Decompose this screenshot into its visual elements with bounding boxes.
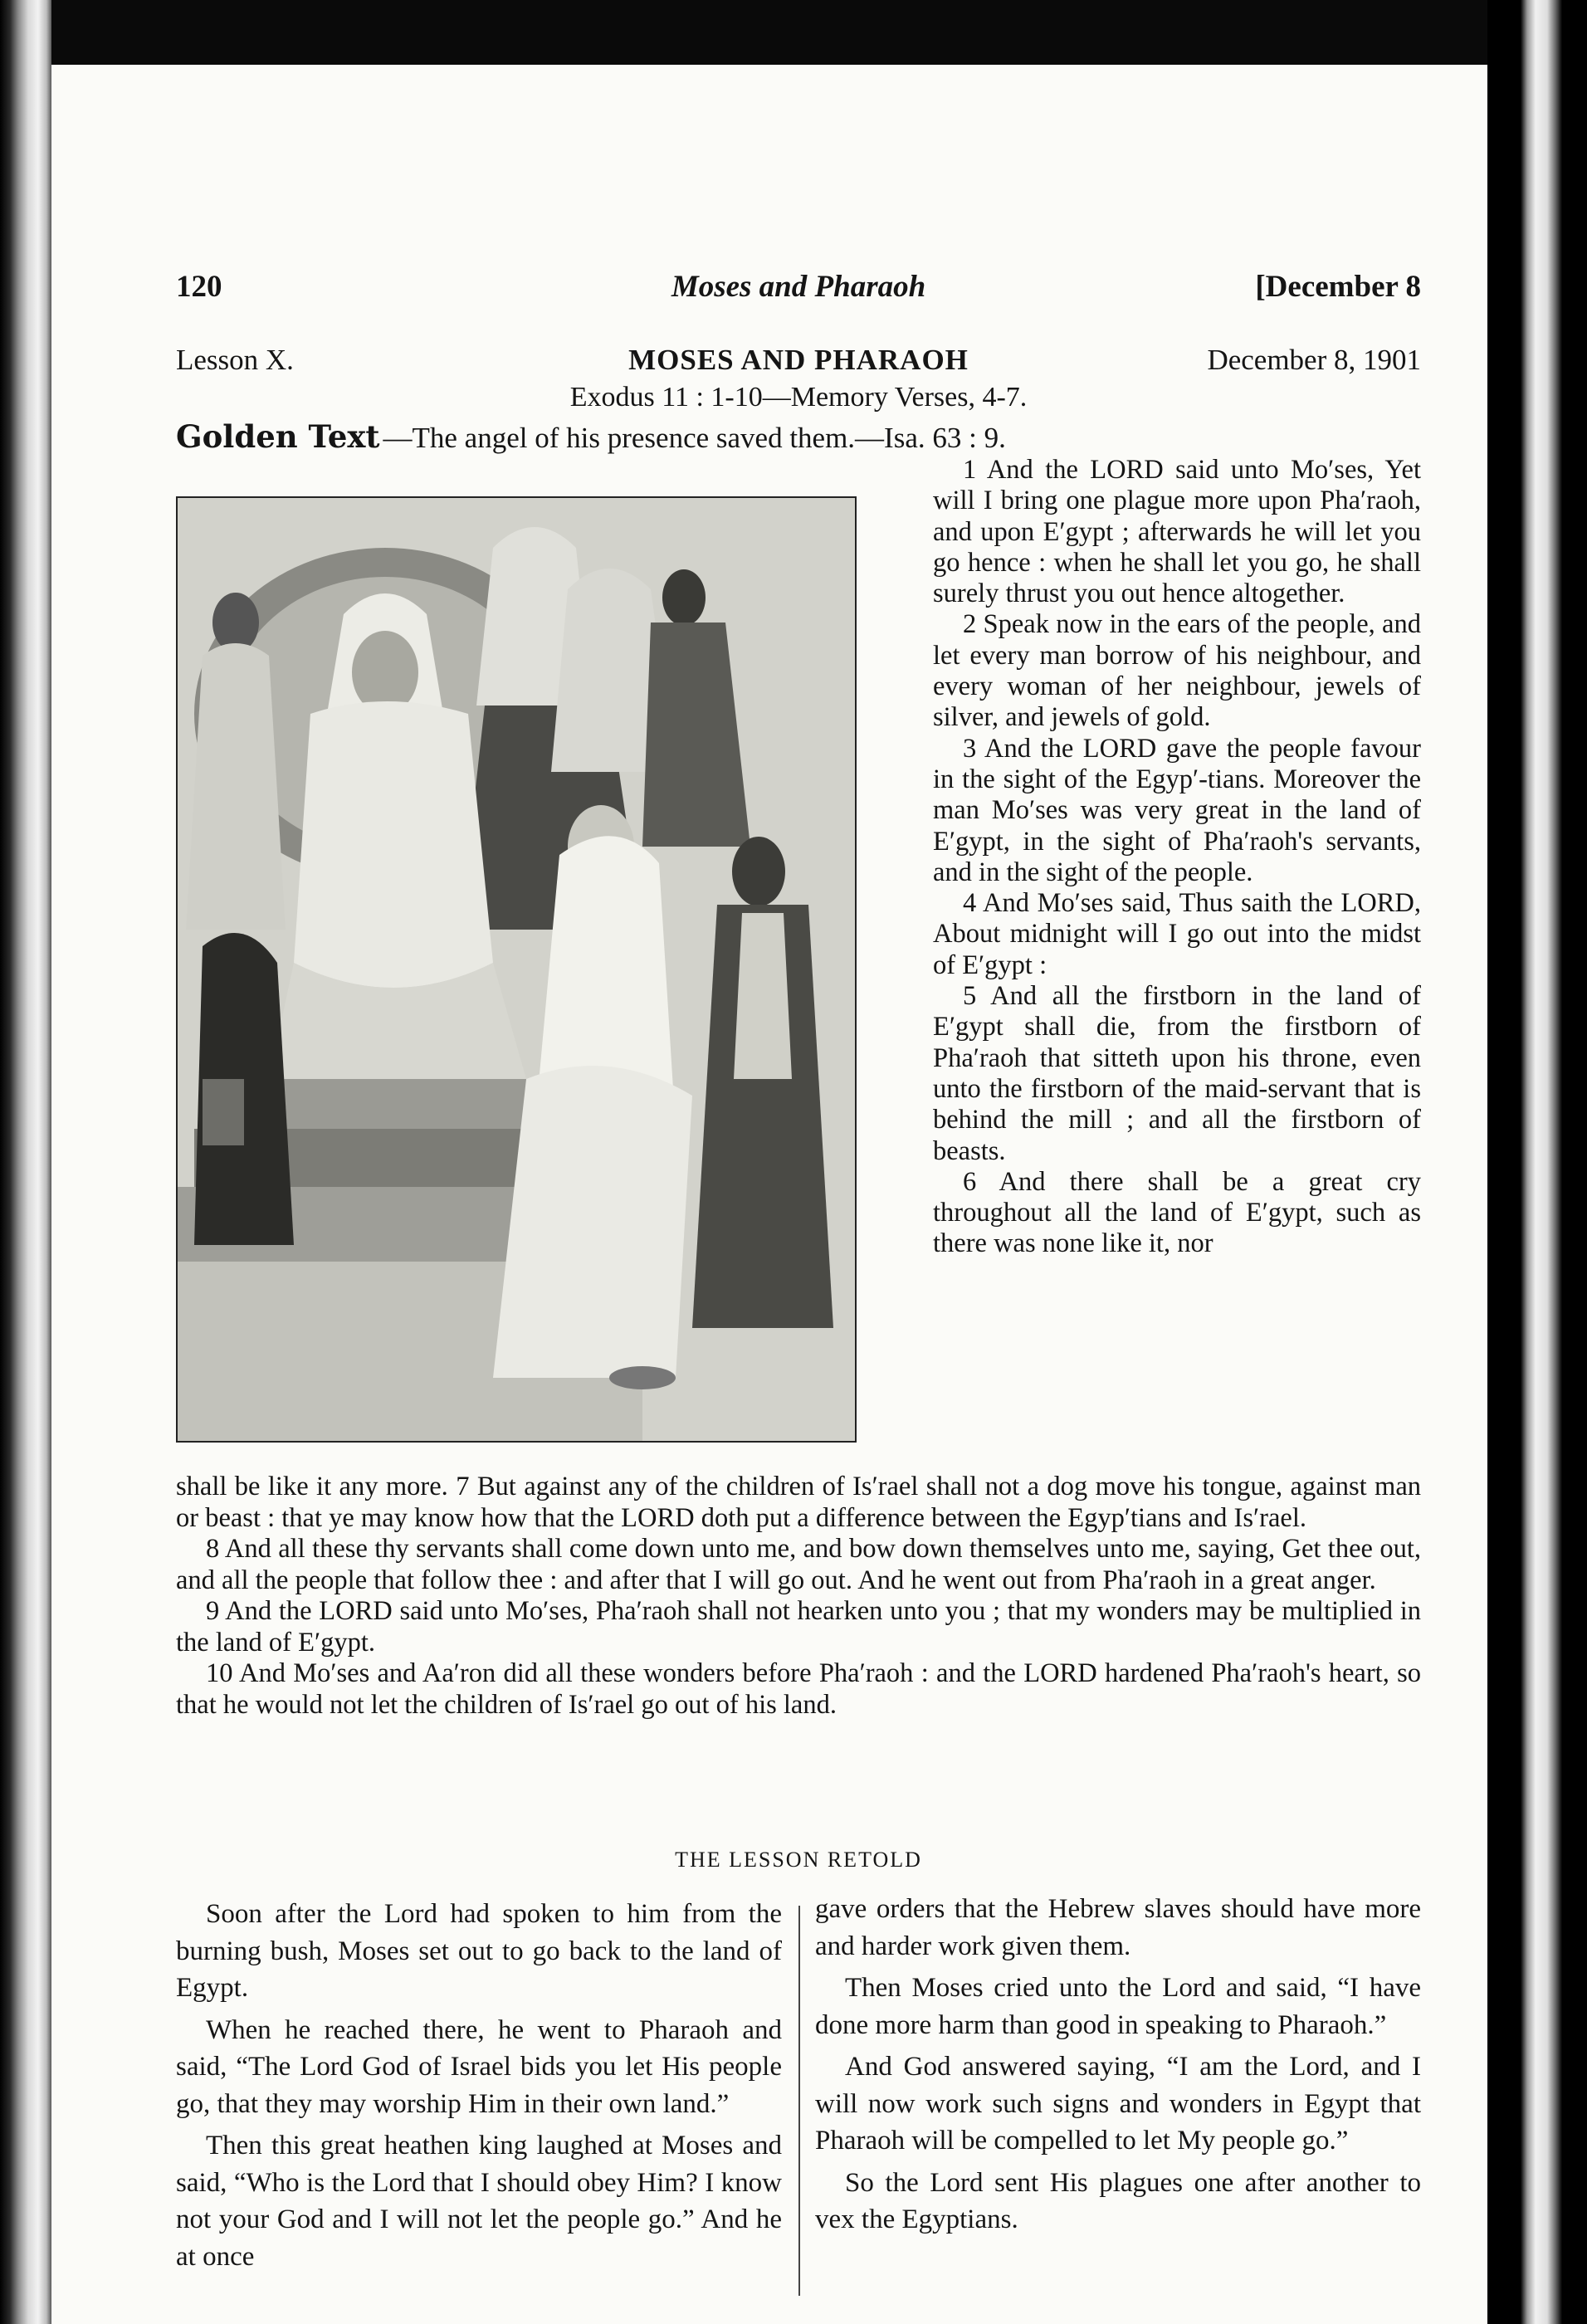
verse-8: 8 And all these thy servants shall come down unto me, and bow down themselves unto me, saying, Get thee out, and all the people that follow thee : and after that I will go out. And he went out from Pha′raoh in a great anger. [176, 1534, 1421, 1595]
golden-text-label: Golden Text [176, 418, 380, 455]
lesson-number: Lesson X. [176, 344, 294, 376]
golden-text [176, 418, 1421, 455]
retold-paragraph: gave orders that the Hebrew slaves should have more and harder work given them. [815, 1894, 1421, 1961]
retold-column-left [176, 1896, 782, 2280]
lesson-retold-heading: THE LESSON RETOLD [675, 1848, 922, 1872]
page-number: 120 [176, 270, 222, 304]
book-page [51, 65, 1487, 2324]
column-divider [798, 1906, 800, 2296]
illustration-moses-before-pharaoh [176, 496, 857, 1443]
verse-5: 5 And all the firstborn in the land of E′gypt shall die, from the firstborn of Pha′raoh that sitteth upon his throne, even unto the firstborn of the maid-servant that is behind the mill ; and all the firstborn of beasts. [933, 981, 1421, 1166]
golden-text-body: —The angel of his presence saved them.—Isa. 63 : 9. [383, 422, 1006, 454]
verse-10: 10 And Mo′ses and Aa′ron did all these wonders before Pha′raoh : and the LORD hardened Pha′raoh's heart, so that he would not let the children of Is′rael go out of his land. [176, 1658, 1421, 1720]
scripture-reference: Exodus 11 : 1-10—Memory Verses, 4-7. [569, 382, 1028, 413]
running-head [176, 269, 1421, 310]
running-head-title: Moses and Pharaoh [671, 270, 926, 304]
retold-paragraph: Then Moses cried unto the Lord and said, “I have done more harm than good in speaking to Pharaoh.” [815, 1973, 1421, 2040]
retold-paragraph: Soon after the Lord had spoken to him from the burning bush, Moses set out to go back to the land of Egypt. [176, 1899, 782, 2003]
verse-1: 1 And the LORD said unto Mo′ses, Yet will I bring one plague more upon Pha′raoh, and upon E′gypt ; afterwards he will let you go hence : when he shall let you go, he shall surely thrust you out hence altogether. [933, 455, 1421, 609]
retold-paragraph: When he reached there, he went to Pharaoh and said, “The Lord God of Israel bids you let His people go, that they may worship Him in their own land.” [176, 2014, 782, 2119]
lesson-title: MOSES AND PHARAOH [628, 344, 969, 376]
verses-column-right [933, 455, 1421, 1260]
verse-6-7: shall be like it any more. 7 But against any of the children of Is′rael shall not a dog move his tongue, against man or beast : that ye may know how that the LORD doth put a difference between the Egyp′tians and Is′rael. [176, 1472, 1421, 1533]
retold-paragraph: And God answered saying, “I am the Lord, and I will now work such signs and wonders in Egypt that Pharaoh will be compelled to let My people go.” [815, 2052, 1421, 2156]
verse-9: 9 And the LORD said unto Mo′ses, Pha′raoh shall not hearken unto you ; that my wonders may be multiplied in the land of E′gypt. [176, 1596, 1421, 1658]
retold-paragraph: Then this great heathen king laughed at Moses and said, “Who is the Lord that I should obey Him? I know not your God and I will not let the people go.” And he at once [176, 2131, 782, 2272]
running-head-date: [December 8 [1255, 270, 1421, 304]
verses-full-width [176, 1472, 1421, 1721]
verse-4: 4 And Mo′ses said, Thus saith the LORD, About midnight will I go out into the midst of E′gypt : [933, 888, 1421, 980]
book-edge-right [1487, 0, 1587, 2324]
verse-2: 2 Speak now in the ears of the people, and let every man borrow of his neighbour, and every woman of her neighbour, jewels of silver, and jewels of gold. [933, 609, 1421, 733]
retold-paragraph: So the Lord sent His plagues one after another to vex the Egyptians. [815, 2167, 1421, 2234]
lesson-header [176, 344, 1421, 383]
verse-3: 3 And the LORD gave the people favour in the sight of the Egyp′-tians. Moreover the man Mo′ses was very great in the land of E′gypt, in the sight of Pha′raoh's servants, and in the sight of the people. [933, 733, 1421, 887]
book-edge-left [0, 0, 51, 2324]
verse-6: 6 And there shall be a great cry throughout all the land of E′gypt, such as there was none like it, nor [933, 1166, 1421, 1259]
retold-column-right [815, 1891, 1421, 2243]
lesson-date: December 8, 1901 [1207, 344, 1421, 376]
